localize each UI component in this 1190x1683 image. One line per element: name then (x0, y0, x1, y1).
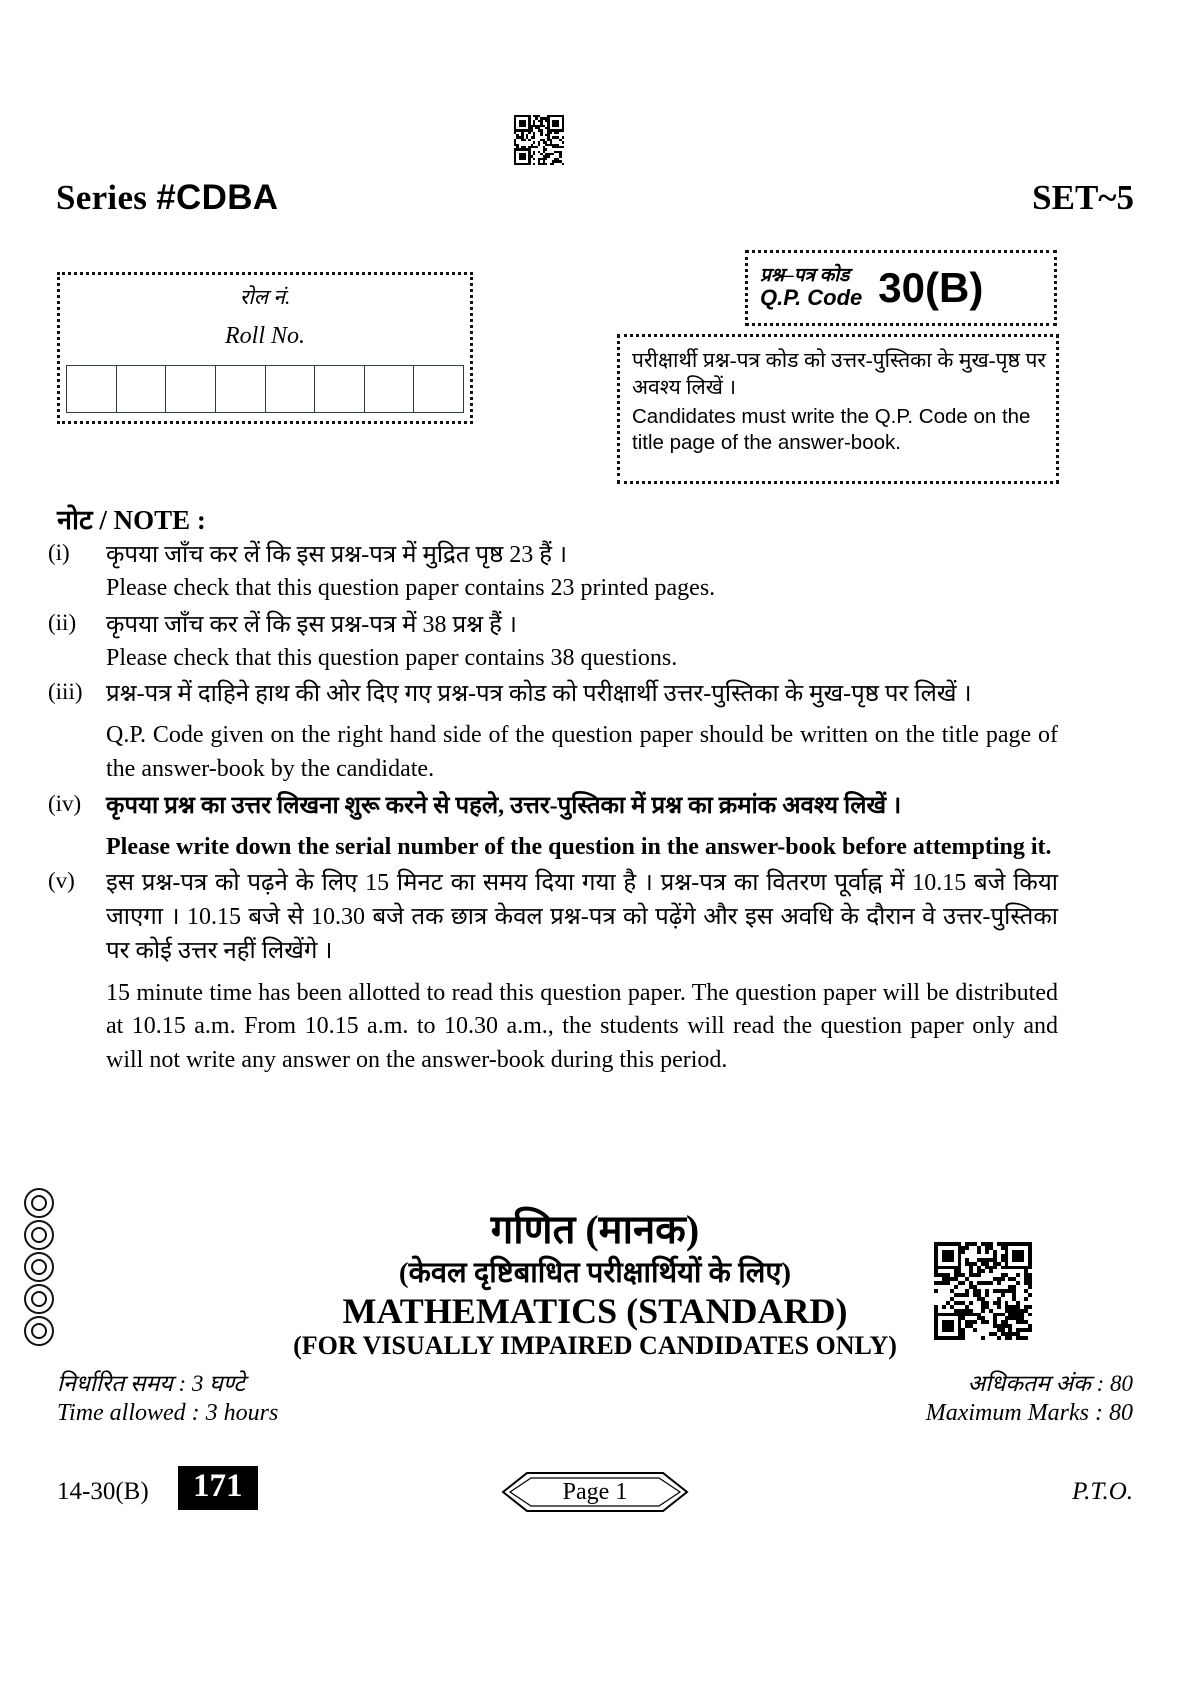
note-item (48, 789, 1058, 865)
time-allowed-english: Time allowed : 3 hours (57, 1400, 279, 1426)
note-item-hindi: इस प्रश्न-पत्र को पढ़ने के लिए 15 मिनट का समय दिया गया है । प्रश्न-पत्र का वितरण पूर्वाह्न में 10.15 बजे किया जाएगा । 10.15 बजे से 10.30 बजे तक छात्र केवल प्रश्न-पत्र को पढ़ेंगे और इस अवधि के दौरान वे उत्तर-पुस्तिका पर कोई उत्तर नहीं लिखेंगे । (106, 870, 1058, 965)
note-item-english: Please check that this question paper contains 38 questions. (106, 644, 678, 671)
qp-code-label-hindi: प्रश्न–पत्र कोड (760, 265, 850, 287)
subject-subtitle-english: (FOR VISUALLY IMPAIRED CANDIDATES ONLY) (293, 1331, 897, 1360)
pto-label: P.T.O. (1072, 1478, 1133, 1505)
time-allowed-hindi: निर्धारित समय : 3 घण्टे (57, 1371, 245, 1396)
set-number: SET~5 (1032, 178, 1134, 217)
page-number-tag (501, 1470, 689, 1514)
note-item-body (106, 866, 1058, 1077)
note-item-hindi: कृपया प्रश्न का उत्तर लिखना शुरू करने से पहले, उत्तर-पुस्तिका में प्रश्न का क्रमांक अवश्य लिखें । (106, 792, 902, 819)
note-list (48, 538, 1058, 1079)
series-word: Series (56, 178, 148, 217)
roll-no-cell[interactable] (266, 366, 316, 412)
roll-no-cell[interactable] (117, 366, 167, 412)
roll-no-cells[interactable] (66, 365, 464, 413)
roll-no-label-english: Roll No. (224, 323, 305, 349)
note-item-hindi: कृपया जाँच कर लें कि इस प्रश्न-पत्र में 38 प्रश्न हैं । (106, 611, 517, 638)
paper-code: 14-30(B) (57, 1478, 149, 1505)
note-item-number: (i) (48, 540, 70, 565)
candidate-instruction-box (617, 334, 1059, 484)
candidate-instruction-hindi: परीक्षार्थी प्रश्न-पत्र कोड को उत्तर-पुस्तिका के मुख-पृष्ठ पर अवश्य लिखें । (632, 348, 1046, 400)
maximum-marks-english: Maximum Marks : 80 (925, 1400, 1133, 1426)
note-item-number: (v) (48, 868, 75, 894)
qp-code-value: 30(B) (878, 264, 984, 311)
note-item-english: Please write down the serial number of the question in the answer-book before attempting it. (106, 833, 1052, 860)
note-item-hindi: कृपया जाँच कर लें कि इस प्रश्न-पत्र में मुद्रित पृष्ठ 23 हैं । (106, 542, 568, 568)
roll-no-label-hindi: रोल नं. (239, 285, 291, 309)
note-item-english: 15 minute time has been allotted to read this question paper. The question paper will be distributed at 10.15 a.m. From 10.15 a.m. to 10.30 a.m., the students will read the question paper only and will not write any answer on the answer-book during this period. (106, 979, 1058, 1073)
note-item (48, 677, 1058, 786)
note-item-number: (iv) (48, 790, 82, 816)
note-item-english: Please check that this question paper contains 23 printed pages. (106, 575, 716, 602)
qr-code-icon-bottom (934, 1242, 1032, 1340)
qp-code-label-english: Q.P. Code (760, 285, 863, 311)
subject-subtitle-hindi: (केवल दृष्टिबाधित परीक्षार्थियों के लिए) (398, 1257, 792, 1289)
roll-no-cell[interactable] (216, 366, 266, 412)
note-heading: नोट / NOTE : (57, 505, 206, 535)
roll-no-cell[interactable] (166, 366, 216, 412)
note-item-body (106, 677, 1058, 786)
qp-code-box (745, 250, 1057, 326)
page-number-label: Page 1 (562, 1478, 628, 1505)
note-item-body (106, 608, 1058, 676)
note-item (48, 608, 1058, 676)
subject-title-hindi: गणित (मानक) (490, 1207, 700, 1252)
note-item-number: (iii) (48, 679, 83, 705)
series-code: #CDBA (156, 178, 279, 217)
paper-number-badge: 171 (178, 1466, 258, 1510)
note-item (48, 538, 1058, 606)
note-item (48, 866, 1058, 1077)
roll-no-cell[interactable] (414, 366, 463, 412)
roll-no-cell[interactable] (365, 366, 415, 412)
qp-code-labels (748, 265, 862, 311)
note-item-body (106, 538, 1058, 606)
roll-no-box[interactable] (57, 272, 473, 424)
roll-no-cell[interactable] (315, 366, 365, 412)
candidate-instruction-english: Candidates must write the Q.P. Code on the title page of the answer-book. (632, 404, 1031, 454)
subject-title-english: MATHEMATICS (STANDARD) (342, 1291, 848, 1331)
roll-no-cell[interactable] (67, 366, 117, 412)
series-label (56, 178, 278, 218)
note-item-body (106, 789, 1058, 865)
note-item-hindi: प्रश्न-पत्र में दाहिने हाथ की ओर दिए गए प्रश्न-पत्र कोड को परीक्षार्थी उत्तर-पुस्तिका के मुख-पृष्ठ पर लिखें । (106, 681, 972, 708)
note-item-english: Q.P. Code given on the right hand side of the question paper should be written on the title page of the answer-book by the candidate. (106, 722, 1058, 783)
note-item-number: (ii) (48, 609, 77, 635)
qr-code-icon-top (514, 115, 564, 165)
maximum-marks-hindi: अधिकतम अंक : 80 (967, 1371, 1133, 1396)
